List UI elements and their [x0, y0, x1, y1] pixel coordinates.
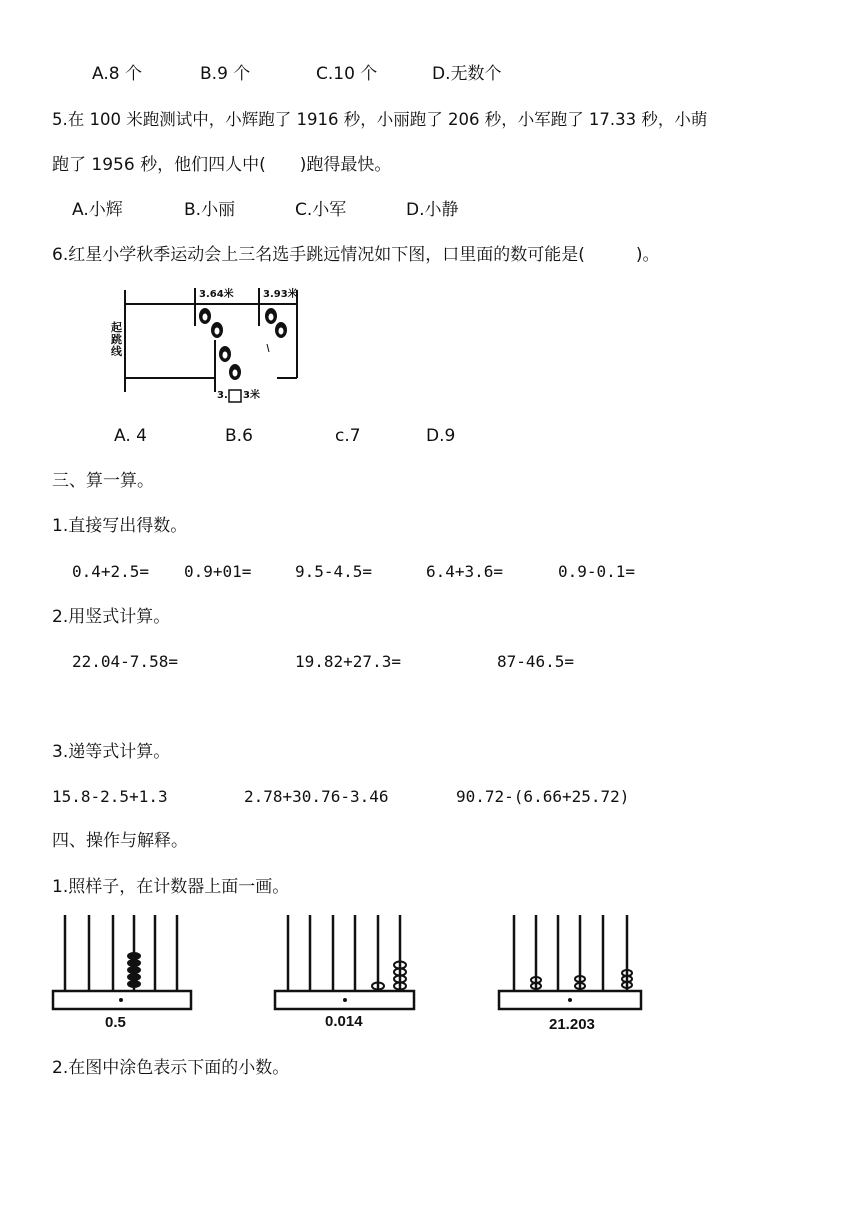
- answer-box: [229, 390, 241, 402]
- q4-option-a: A.8 个: [92, 64, 142, 84]
- abacus-2: [274, 915, 416, 1010]
- expr-2-3: 87-46.5=: [497, 652, 575, 671]
- mark-label-3-prefix: 3.: [217, 390, 228, 401]
- mark-label-1: 3.64米: [199, 289, 234, 300]
- expr-3-3: 90.72-(6.66+25.72): [456, 787, 630, 806]
- q6-option-c: c.7: [335, 426, 361, 446]
- expr-1-5: 0.9-0.1=: [558, 562, 636, 581]
- expr-3-2: 2.78+30.76-3.46: [244, 787, 389, 806]
- start-line-label: 起跳线: [111, 321, 122, 358]
- q5-option-d: D.小静: [406, 200, 459, 220]
- abacus-3: [498, 915, 643, 1010]
- abacus-label-1: 0.5: [105, 1014, 126, 1031]
- expr-3-1: 15.8-2.5+1.3: [52, 787, 168, 806]
- abacus-label-3: 21.203: [549, 1016, 595, 1033]
- expr-2-2: 19.82+27.3=: [295, 652, 401, 671]
- q5-option-a: A.小辉: [72, 200, 123, 220]
- q5-question-line2: 跑了 1956 秒，他们四人中( )跑得最快。: [52, 155, 392, 175]
- expr-1-3: 9.5-4.5=: [295, 562, 373, 581]
- abacus-1: [52, 915, 194, 1010]
- q6-question: 6.红星小学秋季运动会上三名选手跳远情况如下图，口里面的数可能是( )。: [52, 245, 660, 265]
- section3-item1-title: 1.直接写出得数。: [52, 516, 188, 536]
- section4-title: 四、操作与解释。: [52, 831, 188, 851]
- q6-option-b: B.6: [225, 426, 253, 446]
- section3-item2-title: 2.用竖式计算。: [52, 607, 171, 627]
- expr-1-1: 0.4+2.5=: [72, 562, 150, 581]
- section4-item1-title: 1.照样子，在计数器上面一画。: [52, 877, 290, 897]
- q4-option-c: C.10 个: [316, 64, 378, 84]
- abacus-beads: [127, 952, 141, 988]
- expr-2-1: 22.04-7.58=: [72, 652, 178, 671]
- q4-option-b: B.9 个: [200, 64, 251, 84]
- mark-label-3-suffix: 3米: [243, 390, 260, 401]
- q6-option-d: D.9: [426, 426, 456, 446]
- q6-option-a: A. 4: [114, 426, 147, 446]
- expr-1-4: 6.4+3.6=: [426, 562, 504, 581]
- section3-title: 三、算一算。: [52, 471, 154, 491]
- q5-option-c: C.小军: [295, 200, 347, 220]
- section4-item2-title: 2.在图中涂色表示下面的小数。: [52, 1058, 290, 1078]
- expr-1-2: 0.9+01=: [184, 562, 252, 581]
- q4-option-d: D.无数个: [432, 64, 502, 84]
- section3-item3-title: 3.递等式计算。: [52, 742, 171, 762]
- abacus-beads: [531, 970, 632, 989]
- q5-option-b: B.小丽: [184, 200, 236, 220]
- abacus-label-2: 0.014: [325, 1013, 363, 1030]
- q5-question-line1: 5.在 100 米跑测试中，小辉跑了 1916 秒，小丽跑了 206 秒，小军跑了 17.33 秒，小萌: [52, 110, 708, 129]
- mark-label-2: 3.93米: [263, 289, 298, 300]
